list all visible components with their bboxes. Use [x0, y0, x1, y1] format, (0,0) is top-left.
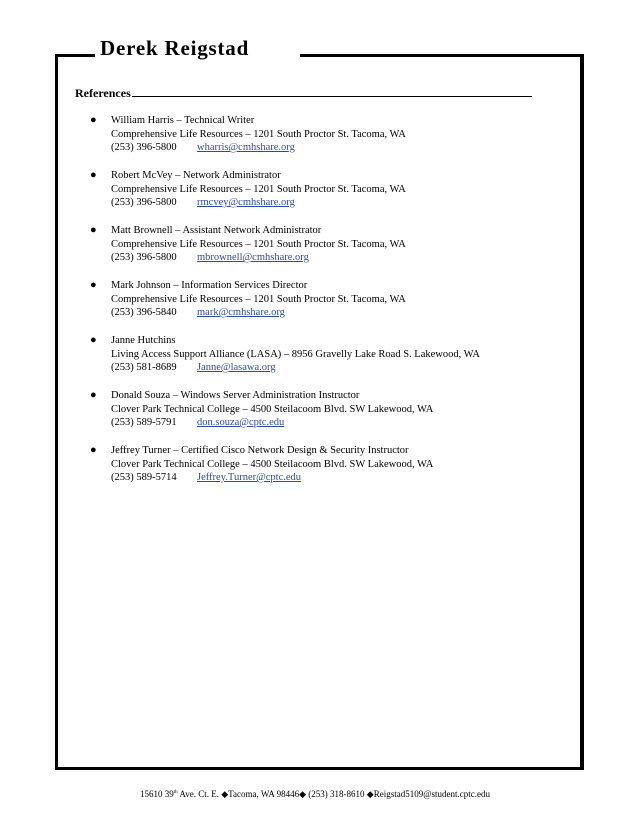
reference-organization: Clover Park Technical College – 4500 Steilacoom Blvd. SW Lakewood, WA	[111, 458, 434, 470]
bullet-icon: ●	[90, 389, 97, 401]
bullet-icon: ●	[90, 224, 97, 236]
bullet-icon: ●	[90, 444, 97, 456]
reference-name-title: Janne Hutchins	[111, 335, 176, 346]
reference-item	[88, 389, 480, 430]
diamond-separator-icon: ◆	[221, 789, 229, 799]
reference-phone: (253) 581-8689	[111, 362, 177, 373]
reference-email-link[interactable]: mbrownell@cmhshare.org	[197, 252, 309, 263]
section-title: References	[75, 86, 131, 100]
reference-organization: Comprehensive Life Resources – 1201 South Proctor St. Tacoma, WA	[111, 128, 406, 140]
reference-phone: (253) 589-5714	[111, 472, 177, 483]
footer-street-number: 15610 39	[140, 789, 174, 799]
reference-list	[88, 114, 480, 499]
resume-name: Derek Reigstad	[100, 36, 250, 60]
reference-phone: (253) 589-5791	[111, 417, 177, 428]
reference-item	[88, 114, 480, 155]
reference-name-title: Matt Brownell – Assistant Network Administrator	[111, 225, 322, 236]
reference-item	[88, 279, 480, 320]
reference-organization: Living Access Support Alliance (LASA) – 8956 Gravelly Lake Road S. Lakewood, WA	[111, 348, 480, 360]
reference-phone: (253) 396-5840	[111, 307, 177, 318]
frame-left	[55, 56, 58, 770]
reference-phone: (253) 396-5800	[111, 197, 177, 208]
bullet-icon: ●	[90, 114, 97, 126]
footer-street-suffix: th	[173, 790, 178, 795]
reference-email-link[interactable]: Jeffrey.Turner@cptc.edu	[197, 472, 302, 483]
reference-organization: Comprehensive Life Resources – 1201 South Proctor St. Tacoma, WA	[111, 238, 406, 250]
frame-top-left	[55, 54, 95, 57]
reference-email-link[interactable]: Janne@lasawa.org	[197, 362, 276, 373]
diamond-separator-icon: ◆	[299, 789, 307, 799]
diamond-separator-icon: ◆	[366, 789, 374, 799]
footer-phone: (253) 318-8610	[308, 789, 365, 799]
reference-name-title: Donald Souza – Windows Server Administration Instructor	[111, 390, 360, 401]
frame-right	[580, 56, 584, 770]
reference-organization: Comprehensive Life Resources – 1201 South Proctor St. Tacoma, WA	[111, 293, 406, 305]
reference-email-link[interactable]: rmcvey@cmhshare.org	[197, 197, 295, 208]
reference-name-title: Mark Johnson – Information Services Director	[111, 280, 308, 291]
reference-phone: (253) 396-5800	[111, 142, 177, 153]
section-heading	[75, 86, 535, 101]
reference-name-title: Robert McVey – Network Administrator	[111, 170, 281, 181]
bullet-icon: ●	[90, 279, 97, 291]
footer-city: Tacoma, WA 98446	[228, 789, 300, 799]
footer-email: Reigstad5109@student.cptc.edu	[373, 789, 490, 799]
reference-phone: (253) 396-5800	[111, 252, 177, 263]
reference-email-link[interactable]: wharris@cmhshare.org	[197, 142, 295, 153]
footer-street: Ave. Ct. E.	[177, 789, 219, 799]
reference-email-link[interactable]: mark@cmhshare.org	[197, 307, 285, 318]
reference-item	[88, 334, 480, 375]
frame-bottom	[55, 767, 584, 770]
reference-item	[88, 169, 480, 210]
bullet-icon: ●	[90, 334, 97, 346]
reference-name-title: Jeffrey Turner – Certified Cisco Network Design & Security Instructor	[111, 445, 409, 456]
reference-organization: Comprehensive Life Resources – 1201 South Proctor St. Tacoma, WA	[111, 183, 406, 195]
reference-email-link[interactable]: don.souza@cptc.edu	[197, 417, 285, 428]
section-rule	[132, 87, 532, 97]
frame-top-right	[300, 54, 584, 57]
reference-item	[88, 224, 480, 265]
reference-item	[88, 444, 480, 485]
bullet-icon: ●	[90, 169, 97, 181]
reference-organization: Clover Park Technical College – 4500 Steilacoom Blvd. SW Lakewood, WA	[111, 403, 434, 415]
reference-name-title: William Harris – Technical Writer	[111, 115, 255, 126]
footer-contact	[140, 789, 490, 800]
